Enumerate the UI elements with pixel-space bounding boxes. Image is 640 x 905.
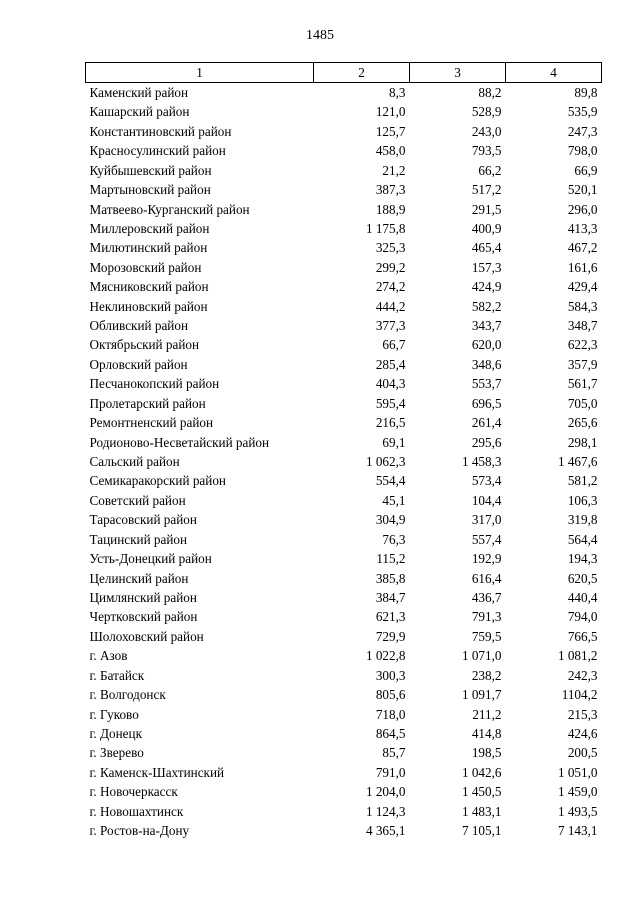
column-2-value: 387,3	[375, 182, 406, 198]
column-3-value: 791,3	[471, 609, 502, 625]
district-name-cell: Шолоховский район	[89, 628, 204, 644]
column-4-value: 89,8	[574, 85, 598, 100]
district-name-cell: Красносулинский район	[89, 143, 226, 159]
column-3-value: 1 450,5	[461, 784, 502, 800]
district-name-cell: г. Батайск	[89, 667, 145, 683]
column-4-value: 348,7	[567, 318, 598, 334]
column-3-value: 517,2	[471, 182, 502, 198]
district-name-cell: Цимлянский район	[89, 589, 197, 605]
column-3-value: 1 042,6	[461, 764, 502, 780]
district-name-cell: Тарасовский район	[89, 512, 197, 528]
column-header-3: 3	[410, 63, 506, 83]
column-4-value: 424,6	[567, 725, 598, 741]
table-row	[86, 258, 602, 277]
district-name-cell: Ремонтненский район	[89, 415, 214, 431]
column-4-value: 794,0	[567, 609, 598, 625]
district-name-cell: г. Новошахтинск	[89, 803, 184, 819]
column-4-value: 242,3	[567, 667, 598, 683]
column-4-value: 66,9	[574, 162, 598, 178]
column-2-value: 791,0	[375, 764, 406, 780]
column-4-value: 535,9	[567, 104, 598, 120]
district-name-cell: Песчанокопский район	[89, 376, 220, 392]
district-name-cell: Сальский район	[89, 454, 180, 470]
column-4-value: 1 081,2	[557, 648, 598, 664]
column-2-value: 274,2	[375, 279, 406, 295]
column-2-value: 404,3	[375, 376, 406, 392]
column-4-value: 429,4	[567, 279, 598, 295]
column-2-value: 384,7	[375, 589, 406, 605]
district-name-cell: Советский район	[89, 492, 186, 508]
district-name-cell: г. Ростов-на-Дону	[89, 823, 190, 839]
table-row	[86, 685, 602, 704]
column-3-value: 414,8	[471, 725, 502, 741]
district-name-cell: Пролетарский район	[89, 395, 206, 411]
column-2-value: 45,1	[382, 492, 406, 508]
column-3-value: 616,4	[471, 570, 502, 586]
column-header-1: 1	[86, 63, 314, 83]
table-body	[86, 83, 602, 841]
column-2-value: 458,0	[375, 143, 406, 159]
column-4-value: 413,3	[567, 220, 598, 236]
column-3-value: 295,6	[471, 434, 502, 450]
column-4-value: 200,5	[567, 745, 598, 761]
column-3-value: 317,0	[471, 512, 502, 528]
table-row	[86, 141, 602, 160]
column-4-value: 620,5	[567, 570, 598, 586]
column-4-value: 581,2	[567, 473, 598, 489]
district-name-cell: Куйбышевский район	[89, 162, 212, 178]
table-row	[86, 316, 602, 335]
column-2-value: 125,7	[375, 123, 406, 139]
column-4-value: 766,5	[567, 628, 598, 644]
column-2-value: 554,4	[375, 473, 406, 489]
table-row	[86, 549, 602, 568]
column-3-value: 759,5	[471, 628, 502, 644]
column-2-value: 1 204,0	[365, 784, 406, 800]
column-2-value: 8,3	[389, 85, 406, 100]
column-3-value: 557,4	[471, 531, 502, 547]
table-row	[86, 452, 602, 471]
table-row	[86, 782, 602, 801]
column-2-value: 121,0	[375, 104, 406, 120]
column-header-2: 2	[314, 63, 410, 83]
table-row	[86, 161, 602, 180]
column-4-value: 1104,2	[561, 687, 598, 703]
column-4-value: 319,8	[567, 512, 598, 528]
table-row	[86, 530, 602, 549]
column-4-value: 106,3	[567, 492, 598, 508]
column-3-value: 238,2	[471, 667, 502, 683]
column-3-value: 211,2	[472, 706, 502, 722]
column-2-value: 304,9	[375, 512, 406, 528]
table-row	[86, 335, 602, 354]
column-4-value: 265,6	[567, 415, 598, 431]
column-2-value: 1 062,3	[365, 454, 406, 470]
column-4-value: 1 467,6	[557, 454, 598, 470]
table-header	[86, 63, 602, 83]
column-4-value: 520,1	[567, 182, 598, 198]
column-4-value: 564,4	[567, 531, 598, 547]
table-row	[86, 355, 602, 374]
column-2-value: 805,6	[375, 687, 406, 703]
table-row	[86, 569, 602, 588]
column-2-value: 718,0	[375, 706, 406, 722]
table-row	[86, 277, 602, 296]
column-3-value: 7 105,1	[461, 823, 502, 839]
column-3-value: 696,5	[471, 395, 502, 411]
column-4-value: 357,9	[567, 356, 598, 372]
column-2-value: 76,3	[382, 531, 406, 547]
column-4-value: 215,3	[567, 706, 598, 722]
column-3-value: 465,4	[471, 240, 502, 256]
column-4-value: 296,0	[567, 201, 598, 217]
column-3-value: 1 483,1	[461, 803, 502, 819]
district-name-cell: Неклиновский район	[89, 298, 208, 314]
table-row	[86, 724, 602, 743]
district-name-cell: г. Каменск-Шахтинский	[89, 764, 225, 780]
table-row	[86, 374, 602, 393]
column-2-value: 21,2	[382, 162, 406, 178]
district-name-cell: Октябрьский район	[89, 337, 200, 353]
district-name-cell: Родионово-Несветайский район	[89, 434, 270, 450]
district-name-cell: Константиновский район	[89, 123, 232, 139]
column-3-value: 553,7	[471, 376, 502, 392]
table-row	[86, 83, 602, 103]
district-name-cell: г. Зверево	[89, 745, 144, 761]
column-2-value: 325,3	[375, 240, 406, 256]
column-4-value: 1 493,5	[557, 803, 598, 819]
district-name-cell: Целинский район	[89, 570, 189, 586]
district-name-cell: Матвеево-Курганский район	[89, 201, 250, 217]
table-row	[86, 180, 602, 199]
column-4-value: 798,0	[567, 143, 598, 159]
column-2-value: 444,2	[375, 298, 406, 314]
district-name-cell: Усть-Донецкий район	[89, 551, 212, 567]
district-name-cell: Миллеровский район	[89, 220, 210, 236]
column-2-value: 595,4	[375, 395, 406, 411]
table-row	[86, 297, 602, 316]
table-row	[86, 802, 602, 821]
table-row	[86, 471, 602, 490]
table-row	[86, 219, 602, 238]
column-4-value: 194,3	[567, 551, 598, 567]
column-3-value: 192,9	[471, 551, 502, 567]
page-number: 1485	[306, 28, 334, 43]
district-name-cell: г. Новочеркасск	[89, 784, 178, 800]
table-row	[86, 627, 602, 646]
column-4-value: 705,0	[567, 395, 598, 411]
column-4-value: 584,3	[567, 298, 598, 314]
column-3-value: 793,5	[471, 143, 502, 159]
column-4-value: 561,7	[567, 376, 598, 392]
district-name-cell: г. Волгодонск	[89, 687, 166, 703]
column-2-value: 300,3	[375, 667, 406, 683]
column-2-value: 285,4	[375, 356, 406, 372]
column-2-value: 621,3	[375, 609, 406, 625]
district-name-cell: Мартыновский район	[89, 182, 211, 198]
column-3-value: 620,0	[471, 337, 502, 353]
column-2-value: 115,2	[376, 551, 406, 567]
district-name-cell: г. Азов	[89, 648, 128, 664]
district-name-cell: Семикаракорский район	[89, 473, 226, 489]
table-row	[86, 102, 602, 121]
column-3-value: 573,4	[471, 473, 502, 489]
column-4-value: 161,6	[567, 259, 598, 275]
header-row	[86, 63, 602, 83]
column-3-value: 1 071,0	[461, 648, 502, 664]
column-3-value: 243,0	[471, 123, 502, 139]
column-3-value: 1 091,7	[461, 687, 502, 703]
table-row	[86, 743, 602, 762]
column-4-value: 440,4	[567, 589, 598, 605]
district-name-cell: г. Гуково	[89, 706, 139, 722]
table-row	[86, 491, 602, 510]
table-row	[86, 821, 602, 840]
column-2-value: 299,2	[375, 259, 406, 275]
column-3-value: 582,2	[471, 298, 502, 314]
column-3-value: 1 458,3	[461, 454, 502, 470]
table-row	[86, 394, 602, 413]
column-3-value: 261,4	[471, 415, 502, 431]
column-3-value: 104,4	[471, 492, 502, 508]
column-4-value: 298,1	[567, 434, 598, 450]
column-2-value: 1 124,3	[365, 803, 406, 819]
column-2-value: 188,9	[375, 201, 406, 217]
column-3-value: 157,3	[471, 259, 502, 275]
district-name-cell: Орловский район	[89, 356, 188, 372]
column-4-value: 467,2	[567, 240, 598, 256]
table-row	[86, 413, 602, 432]
table-row	[86, 705, 602, 724]
column-2-value: 385,8	[375, 570, 406, 586]
column-4-value: 1 051,0	[557, 764, 598, 780]
column-2-value: 4 365,1	[365, 823, 406, 839]
table-row	[86, 666, 602, 685]
table-row	[86, 646, 602, 665]
district-name-cell: Морозовский район	[89, 259, 202, 275]
data-table	[85, 62, 602, 840]
district-name-cell: Каменский район	[89, 85, 189, 100]
column-4-value: 622,3	[567, 337, 598, 353]
column-3-value: 348,6	[471, 356, 502, 372]
table-row	[86, 607, 602, 626]
column-3-value: 291,5	[471, 201, 502, 217]
district-name-cell: Кашарский район	[89, 104, 190, 120]
district-name-cell: Обливский район	[89, 318, 189, 334]
column-3-value: 436,7	[471, 589, 502, 605]
column-3-value: 424,9	[471, 279, 502, 295]
district-name-cell: Милютинский район	[89, 240, 208, 256]
column-4-value: 247,3	[567, 123, 598, 139]
table-row	[86, 763, 602, 782]
column-2-value: 216,5	[375, 415, 406, 431]
column-2-value: 377,3	[375, 318, 406, 334]
column-4-value: 7 143,1	[557, 823, 598, 839]
column-3-value: 343,7	[471, 318, 502, 334]
table-row	[86, 588, 602, 607]
table-row	[86, 433, 602, 452]
column-2-value: 66,7	[382, 337, 406, 353]
column-2-value: 85,7	[382, 745, 406, 761]
table-row	[86, 510, 602, 529]
column-2-value: 1 175,8	[365, 220, 406, 236]
column-3-value: 400,9	[471, 220, 502, 236]
column-4-value: 1 459,0	[557, 784, 598, 800]
district-name-cell: г. Донецк	[89, 725, 142, 741]
column-3-value: 528,9	[471, 104, 502, 120]
table-row	[86, 200, 602, 219]
column-3-value: 198,5	[471, 745, 502, 761]
table-row	[86, 122, 602, 141]
column-2-value: 729,9	[375, 628, 406, 644]
column-2-value: 864,5	[375, 725, 406, 741]
district-name-cell: Тацинский район	[89, 531, 188, 547]
district-name-cell: Мясниковский район	[89, 279, 209, 295]
column-3-value: 66,2	[478, 162, 502, 178]
district-name-cell: Чертковский район	[89, 609, 198, 625]
column-2-value: 69,1	[382, 434, 406, 450]
column-3-value: 88,2	[478, 85, 502, 100]
table-row	[86, 238, 602, 257]
column-2-value: 1 022,8	[365, 648, 406, 664]
column-header-4: 4	[506, 63, 602, 83]
